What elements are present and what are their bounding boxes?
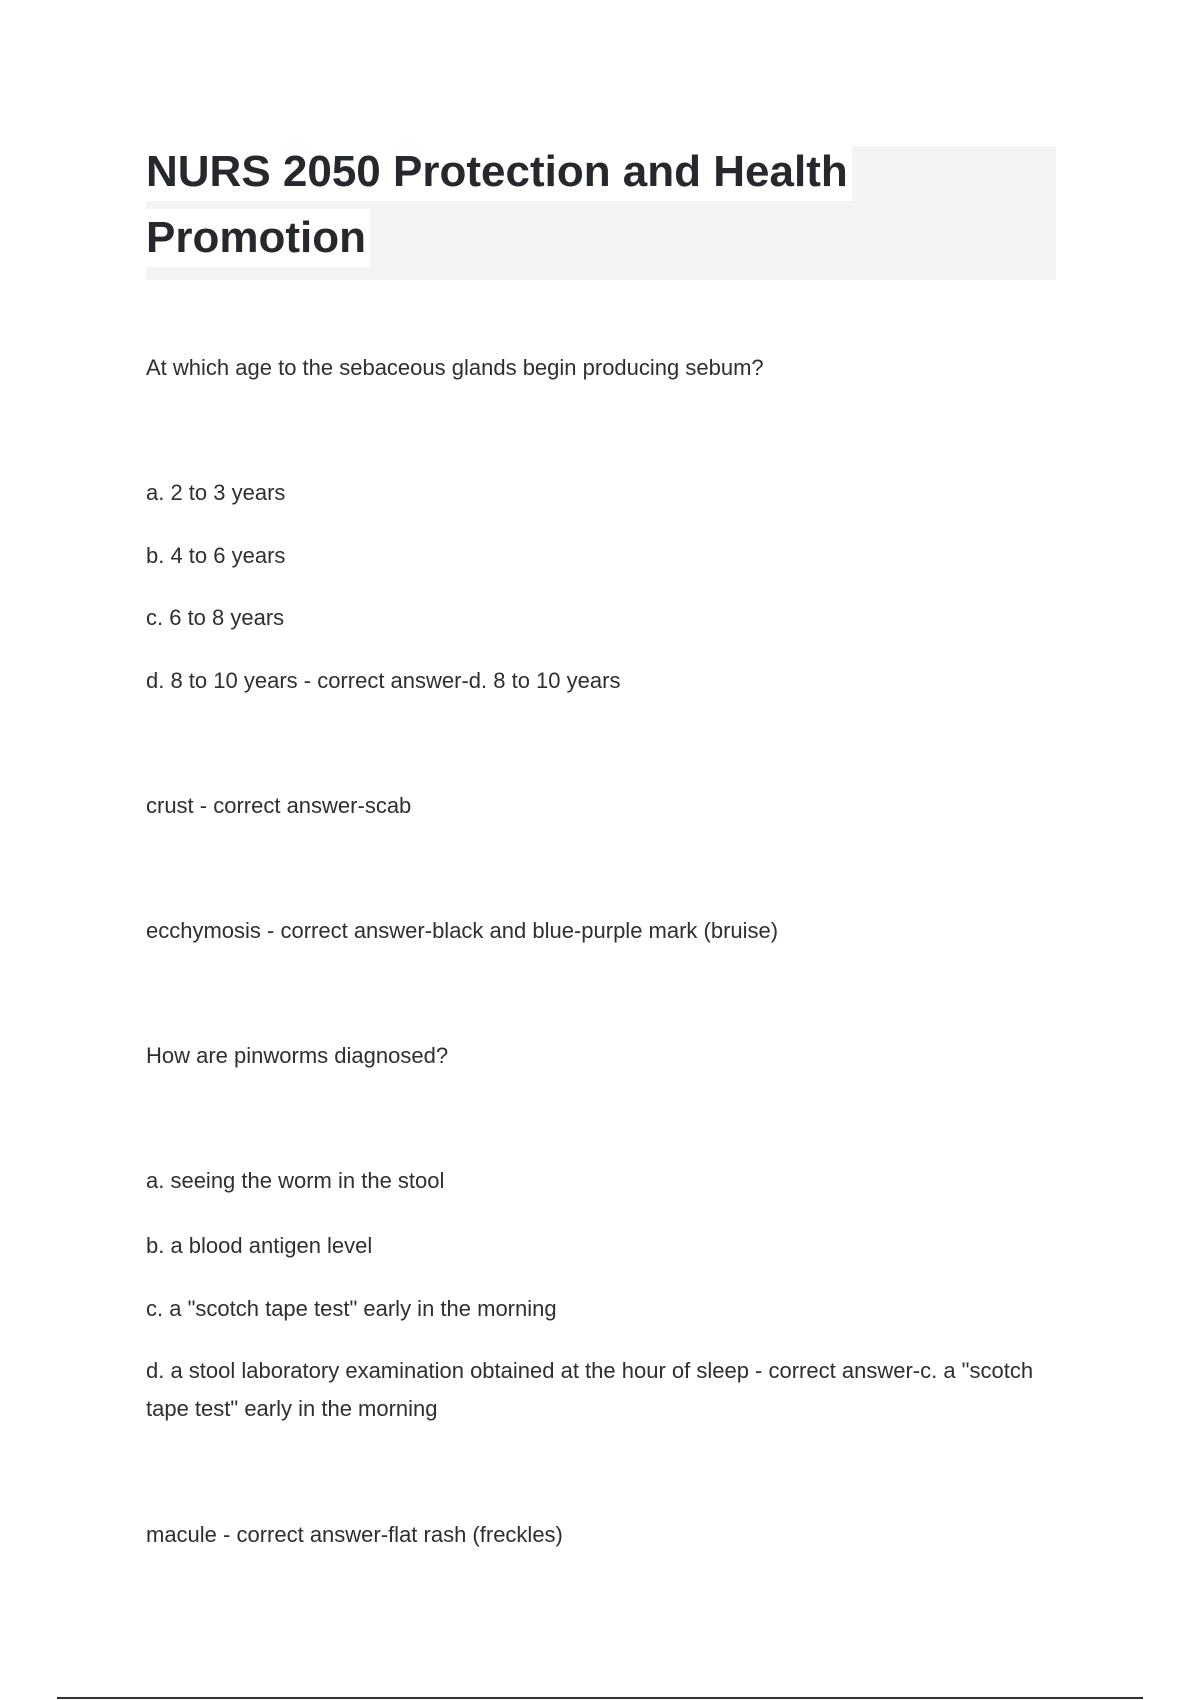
question-2-option-c: c. a "scotch tape test" early in the morning [146, 1296, 557, 1321]
term-crust: crust - correct answer-scab [146, 793, 412, 818]
question-1: At which age to the sebaceous glands begin producing sebum? [146, 355, 764, 380]
question-2-option-b: b. a blood antigen level [146, 1233, 373, 1258]
question-1-option-d: d. 8 to 10 years - correct answer-d. 8 to 10 years [146, 668, 621, 693]
question-1-option-b: b. 4 to 6 years [146, 543, 286, 568]
term-macule: macule - correct answer-flat rash (freckles) [146, 1522, 563, 1547]
question-2-option-d: d. a stool laboratory examination obtained at the hour of sleep - correct answer-c. a "scotch tape test" early in the morning [146, 1358, 1034, 1421]
question-2-option-a: a. seeing the worm in the stool [146, 1168, 445, 1193]
question-1-option-c: c. 6 to 8 years [146, 605, 285, 630]
page-title-line-1: NURS 2050 Protection and Health [146, 143, 852, 201]
term-ecchymosis: ecchymosis - correct answer-black and blue-purple mark (bruise) [146, 918, 779, 943]
question-1-option-a: a. 2 to 3 years [146, 480, 286, 505]
footer-divider [57, 1697, 1143, 1699]
question-2: How are pinworms diagnosed? [146, 1043, 449, 1068]
page-title-line-2: Promotion [146, 209, 370, 267]
